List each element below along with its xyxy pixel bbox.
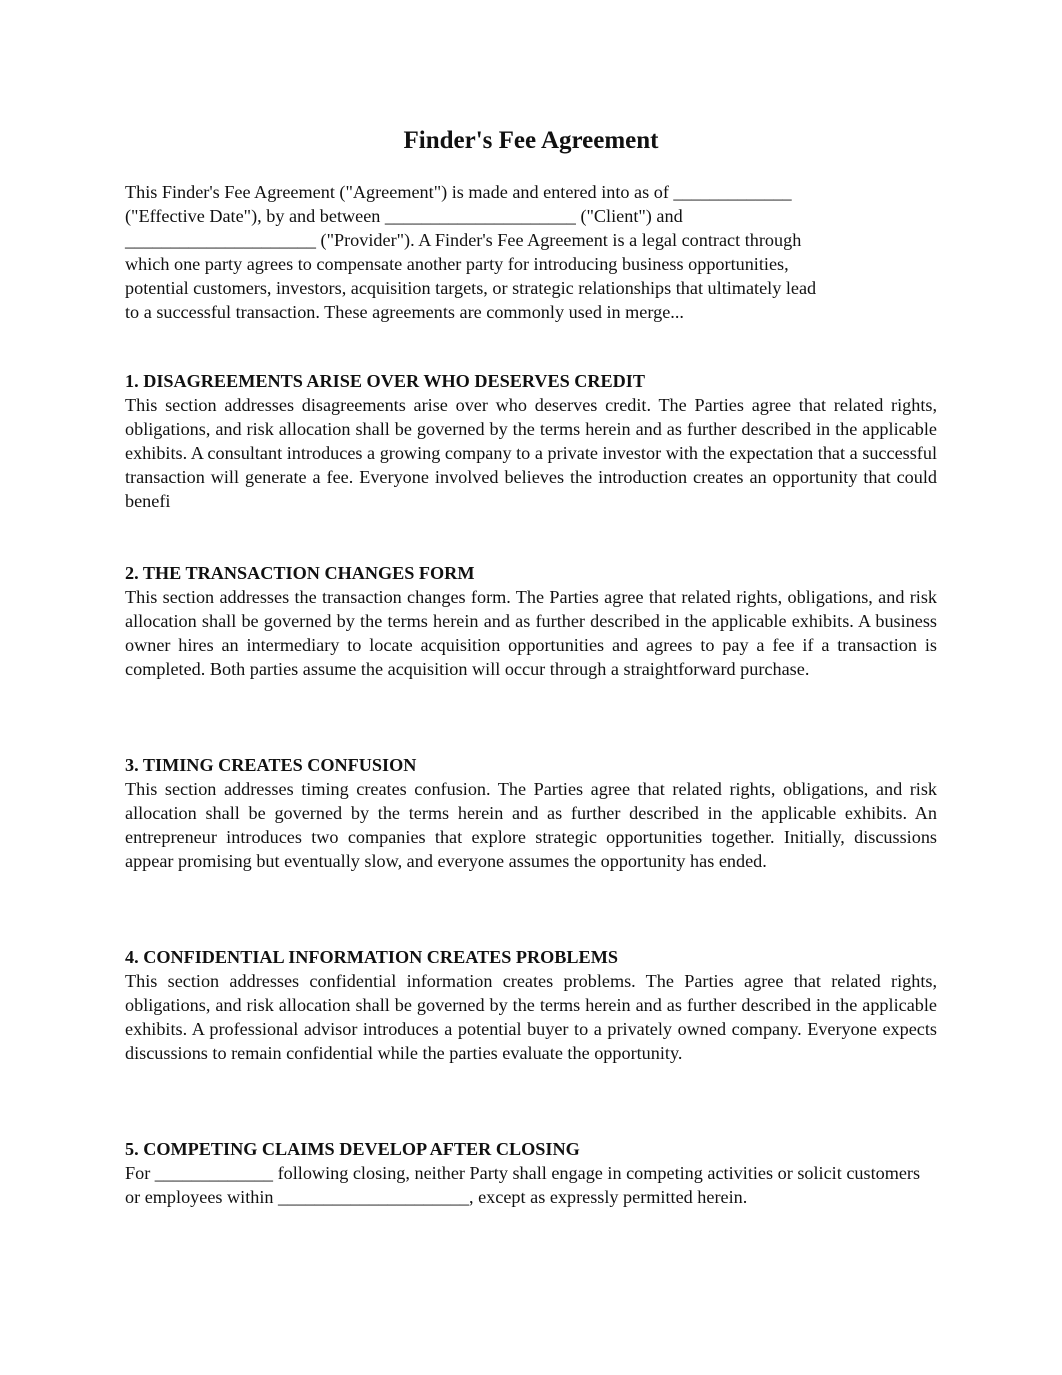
section-heading: 3. TIMING CREATES CONFUSION — [125, 755, 417, 775]
section-heading: 1. DISAGREEMENTS ARISE OVER WHO DESERVES CREDIT — [125, 371, 646, 391]
section-1 — [125, 369, 937, 513]
section-4 — [125, 945, 937, 1065]
intro-line: _____________________ ("Provider"). A Finder's Fee Agreement is a legal contract through — [125, 230, 802, 251]
section-3 — [125, 753, 937, 873]
intro-line: which one party agrees to compensate another party for introducing business opportunities, — [125, 254, 789, 275]
intro-line: to a successful transaction. These agreements are commonly used in merge... — [125, 302, 684, 323]
document-title: Finder's Fee Agreement — [403, 127, 659, 154]
section-heading: 2. THE TRANSACTION CHANGES FORM — [125, 563, 475, 583]
section-body: For _____________ following closing, neither Party shall engage in competing activities or solicit customers or employees within _____________________, except as expressly permitted herein. — [125, 1163, 921, 1208]
section-heading: 4. CONFIDENTIAL INFORMATION CREATES PROBLEMS — [125, 947, 618, 967]
section-5 — [125, 1137, 937, 1209]
section-heading: 5. COMPETING CLAIMS DEVELOP AFTER CLOSING — [125, 1139, 580, 1159]
intro-line: This Finder's Fee Agreement ("Agreement") is made and entered into as of _____________ — [125, 182, 792, 202]
section-body: This section addresses timing creates confusion. The Parties agree that related rights, obligations, and risk allocation shall be governed by the terms herein and as further described in the applicable exhibits. An entrepreneur introduces two companies that explore strategic opportunities together. Initially, discussions appear promising but eventually slow, and everyone assumes the opportunity has ended. — [125, 779, 937, 872]
intro-paragraph — [125, 180, 937, 325]
section-body: This section addresses the transaction changes form. The Parties agree that related rights, obligations, and risk allocation shall be governed by the terms herein and as further described in the applicable exhibits. A business owner hires an intermediary to locate acquisition opportunities and agrees to pay a fee if a transaction is completed. Both parties assume the acquisition will occur through a straightforward purchase. — [125, 587, 937, 680]
intro-line: ("Effective Date"), by and between _____________________ ("Client") and — [125, 206, 683, 227]
section-2 — [125, 561, 937, 681]
section-body: This section addresses confidential information creates problems. The Parties agree that related rights, obligations, and risk allocation shall be governed by the terms herein and as further described in the applicable exhibits. A professional advisor introduces a potential buyer to a privately owned company. Everyone expects discussions to remain confidential while the parties evaluate the opportunity. — [125, 971, 937, 1064]
intro-line: potential customers, investors, acquisition targets, or strategic relationships that ultimately lead — [125, 278, 817, 299]
section-body: This section addresses disagreements arise over who deserves credit. The Parties agree that related rights, obligations, and risk allocation shall be governed by the terms herein and as further described in the applicable exhibits. A consultant introduces a growing company to a private investor with the expectation that a successful transaction will generate a fee. Everyone involved believes the introduction creates an opportunity that could benefi — [125, 395, 937, 512]
